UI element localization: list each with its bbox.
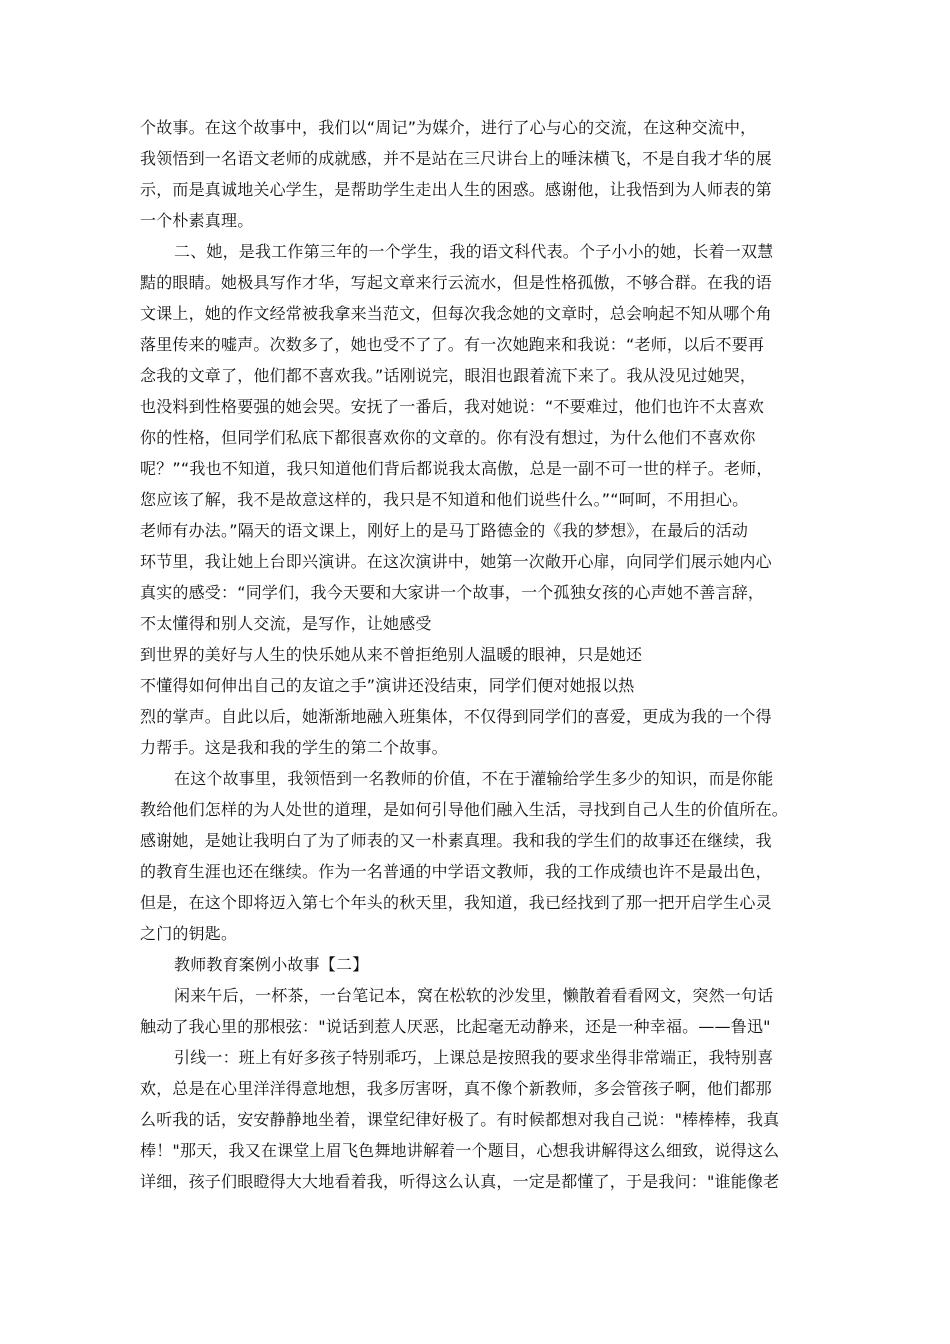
text-line: 的教育生涯也还在继续。作为一名普通的中学语文教师，我的工作成绩也许不是最出色， — [140, 862, 772, 881]
text-line: 您应该了解，我不是故意这样的，我只是不知道和他们说些什么。”“呵呵，不用担心。 — [140, 490, 749, 509]
section-heading: 教师教育案例小故事【二】 — [174, 955, 369, 974]
text-line: 烈的掌声。自此以后，她渐渐地融入班集体，不仅得到同学们的喜爱，更成为我的一个得 — [140, 707, 772, 726]
text-line: 不懂得如何伸出自己的友谊之手”演讲还没结束，同学们便对她报以热 — [140, 676, 635, 695]
text-line: 欢，总是在心里洋洋得意地想，我多厉害呀，真不像个新教师，多会管孩子啊，他们都那 — [140, 1079, 772, 1098]
text-line: 感谢她，是她让我明白了为了师表的又一朴素真理。我和我的学生们的故事还在继续，我 — [140, 831, 772, 850]
text-line: 真实的感受：“同学们，我今天要和大家讲一个故事，一个孤独女孩的心声她不善言辞， — [140, 583, 765, 602]
text-line: 一个朴素真理。 — [140, 211, 254, 230]
text-line: 老师有办法。”隔天的语文课上，刚好上的是马丁路德金的《我的梦想》，在最后的活动 — [140, 521, 749, 540]
text-line: 棒！"那天，我又在课堂上眉飞色舞地讲解着一个题目，心想我讲解得这么细致，说得这么 — [140, 1141, 780, 1160]
text-line: 念我的文章了，他们都不喜欢我。”话刚说完，眼泪也跟着流下来了。我从没见过她哭， — [140, 366, 757, 385]
paragraph-start-line: 闲来午后，一杯茶，一台笔记本，窝在松软的沙发里，懒散着看看网文，突然一句话 — [174, 986, 774, 1005]
text-line: 示，而是真诚地关心学生，是帮助学生走出人生的困惑。感谢他，让我悟到为人师表的第 — [140, 180, 772, 199]
text-line: 环节里，我让她上台即兴演讲。在这次演讲中，她第一次敞开心扉，向同学们展示她内心 — [140, 552, 772, 571]
text-line: 力帮手。这是我和我的学生的第二个故事。 — [140, 738, 448, 757]
text-line: 黠的眼睛。她极具写作才华，写起文章来行云流水，但是性格孤傲，不够合群。在我的语 — [140, 273, 772, 292]
text-line: 之门的钥匙。 — [140, 924, 238, 943]
text-line: 但是，在这个即将迈入第七个年头的秋天里，我知道，我已经找到了那一把开启学生心灵 — [140, 893, 772, 912]
text-line: 个故事。在这个故事中，我们以“周记”为媒介，进行了心与心的交流，在这种交流中， — [140, 118, 757, 137]
text-line: 么听我的话，安安静静地坐着，课堂纪律好极了。有时候都想对我自己说："棒棒棒，我真 — [140, 1110, 780, 1129]
text-line: 触动了我心里的那根弦："说话到惹人厌恶，比起毫无动静来，还是一种幸福。——鲁迅" — [140, 1017, 771, 1036]
text-line: 到世界的美好与人生的快乐她从来不曾拒绝别人温暖的眼神，只是她还 — [140, 645, 643, 664]
text-line: 你的性格，但同学们私底下都很喜欢你的文章的。你有没有想过，为什么他们不喜欢你 — [140, 428, 756, 447]
paragraph-start-line: 二、她，是我工作第三年的一个学生，我的语文科代表。个子小小的她，长着一双慧 — [174, 242, 774, 261]
text-line: 我领悟到一名语文老师的成就感，并不是站在三尺讲台上的唾沫横飞，不是自我才华的展 — [140, 149, 772, 168]
text-line: 呢？”“我也不知道，我只知道他们背后都说我太高傲，总是一副不可一世的样子。老师， — [140, 459, 773, 478]
text-line: 落里传来的嘘声。次数多了，她也受不了了。有一次她跑来和我说：“老师，以后不要再 — [140, 335, 765, 354]
paragraph-start-line: 引线一：班上有好多孩子特别乖巧，上课总是按照我的要求坐得非常端正，我特别喜 — [174, 1048, 774, 1067]
paragraph-start-line: 在这个故事里，我领悟到一名教师的价值，不在于灌输给学生多少的知识，而是你能 — [174, 769, 774, 788]
text-line: 不太懂得和别人交流，是写作，让她感受 — [140, 614, 432, 633]
text-line: 教给他们怎样的为人处世的道理，是如何引导他们融入生活，寻找到自己人生的价值所在。 — [140, 800, 789, 819]
text-line: 详细，孩子们眼瞪得大大地看着我，听得这么认真，一定是都懂了，于是我问："谁能像老 — [140, 1172, 780, 1191]
text-line: 文课上，她的作文经常被我拿来当范文，但每次我念她的文章时，总会响起不知从哪个角 — [140, 304, 772, 323]
text-line: 也没料到性格要强的她会哭。安抚了一番后，我对她说：“不要难过，他们也许不太喜欢 — [140, 397, 765, 416]
